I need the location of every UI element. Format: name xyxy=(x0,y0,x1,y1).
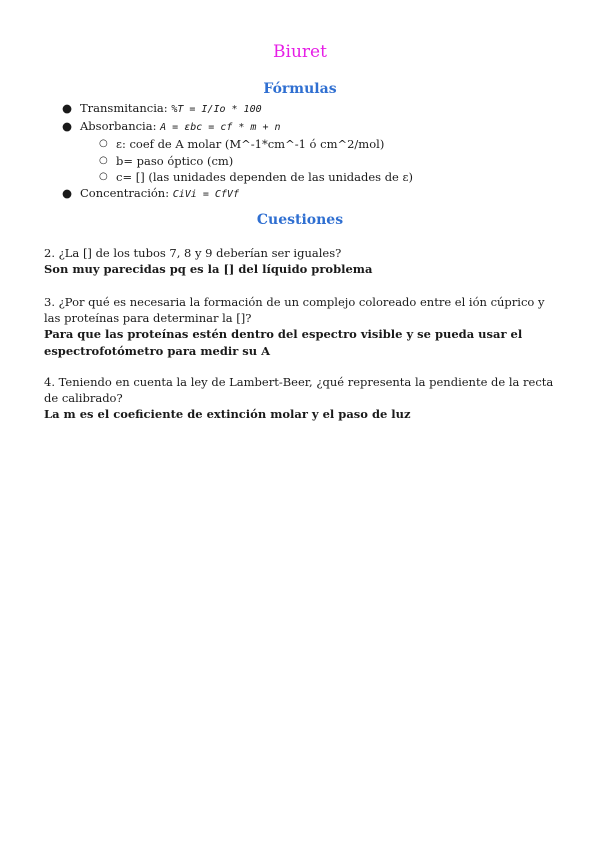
formula-subitem-text: c= [] (las unidades dependen de las unidades de ε) xyxy=(116,169,413,184)
formula-label: Transmitancia: xyxy=(80,101,168,115)
formula-expression: A = εbc = cf * m + n xyxy=(160,122,281,134)
formula-expression: %T = I/Io * 100 xyxy=(171,104,262,115)
questions-heading: Cuestiones xyxy=(256,212,344,228)
formula-subitem xyxy=(44,136,564,152)
question-text: 2. ¿La [] de los tubos 7, 8 y 9 deberían ser iguales? xyxy=(44,246,342,260)
bullet-icon: ● xyxy=(62,101,73,115)
bullet-icon: ● xyxy=(62,119,73,134)
formula-item-transmitancia xyxy=(44,100,564,118)
question-block xyxy=(44,245,564,277)
hollow-bullet-icon: ○ xyxy=(99,138,108,150)
document-title: Biuret xyxy=(273,42,327,62)
formula-label: Absorbancia: xyxy=(80,119,157,134)
bullet-icon: ● xyxy=(62,186,73,201)
hollow-bullet-icon: ○ xyxy=(99,170,108,182)
formula-item-concentracion xyxy=(44,185,564,203)
formula-subitem-text: b= paso óptico (cm) xyxy=(116,153,234,168)
answer-text: Para que las proteínas estén dentro del espectro visible y se pueda usar el espectrofotómetro para medir su A xyxy=(44,327,523,358)
formula-subitem xyxy=(44,153,564,169)
formula-item-absorbancia xyxy=(44,118,564,136)
formula-expression: CiVi = CfVf xyxy=(172,189,239,201)
hollow-bullet-icon: ○ xyxy=(99,154,108,166)
answer-text: La m es el coeficiente de extinción molar y el paso de luz xyxy=(44,407,411,422)
formula-label: Concentración: xyxy=(80,186,170,201)
formulas-list xyxy=(44,100,564,203)
formula-subitem-text: ε: coef de A molar (M^-1*cm^-1 ó cm^2/mol) xyxy=(116,137,385,152)
formulas-heading: Fórmulas xyxy=(263,81,337,97)
answer-text: Son muy parecidas pq es la [] del líquido problema xyxy=(44,262,373,277)
question-text: 3. ¿Por qué es necesaria la formación de un complejo coloreado entre el ión cúprico y las proteínas para determinar la []? xyxy=(44,295,545,326)
formula-subitem xyxy=(44,169,564,185)
question-block xyxy=(44,294,564,359)
question-block xyxy=(44,374,564,423)
question-text: 4. Teniendo en cuenta la ley de Lambert-Beer, ¿qué representa la pendiente de la recta de calibrado? xyxy=(44,375,554,406)
